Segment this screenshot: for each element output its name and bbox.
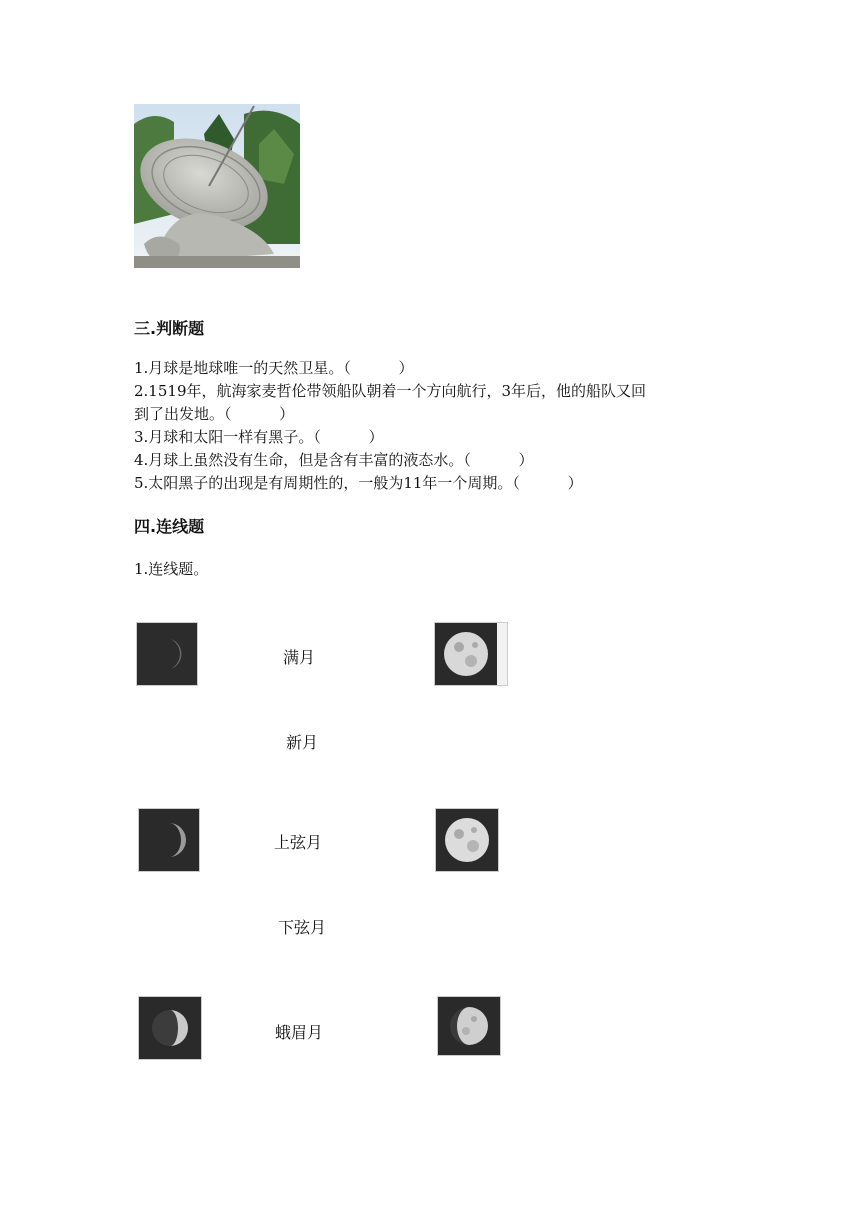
moon-image-full-moon-2 (435, 808, 499, 872)
judgement-item-2: 2.1519年，航海家麦哲伦带领船队朝着一个方向航行，3年后，他的船队又回 (134, 382, 647, 400)
moon-image-half-moon (138, 996, 202, 1060)
judgement-item-3: 3.月球和太阳一样有黑子。（ ） (134, 428, 384, 446)
judgement-item-5: 5.太阳黑子的出现是有周期性的，一般为11年一个周期。（ ） (134, 474, 583, 492)
judgement-item-4: 4.月球上虽然没有生命，但是含有丰富的液态水。（ ） (134, 451, 534, 469)
section-4-title: 四.连线题 (134, 517, 205, 536)
moon-image-full-moon-1 (434, 622, 508, 686)
moon-image-gibbous-moon (437, 996, 501, 1056)
moon-image-thin-crescent (136, 622, 198, 686)
label-last-quarter: 下弦月 (278, 918, 327, 937)
sundial-photo (134, 104, 300, 268)
label-first-quarter: 上弦月 (274, 833, 323, 852)
matching-question: 1.连线题。 (134, 560, 209, 578)
judgement-item-2-cont: 到了出发地。（ ） (134, 405, 295, 423)
section-3-title: 三.判断题 (134, 319, 205, 338)
label-full-moon: 满月 (283, 648, 316, 667)
judgement-item-1: 1.月球是地球唯一的天然卫星。（ ） (134, 359, 414, 377)
moon-image-waxing-crescent (138, 808, 200, 872)
label-crescent: 蛾眉月 (275, 1023, 324, 1042)
label-new-moon: 新月 (286, 733, 319, 752)
